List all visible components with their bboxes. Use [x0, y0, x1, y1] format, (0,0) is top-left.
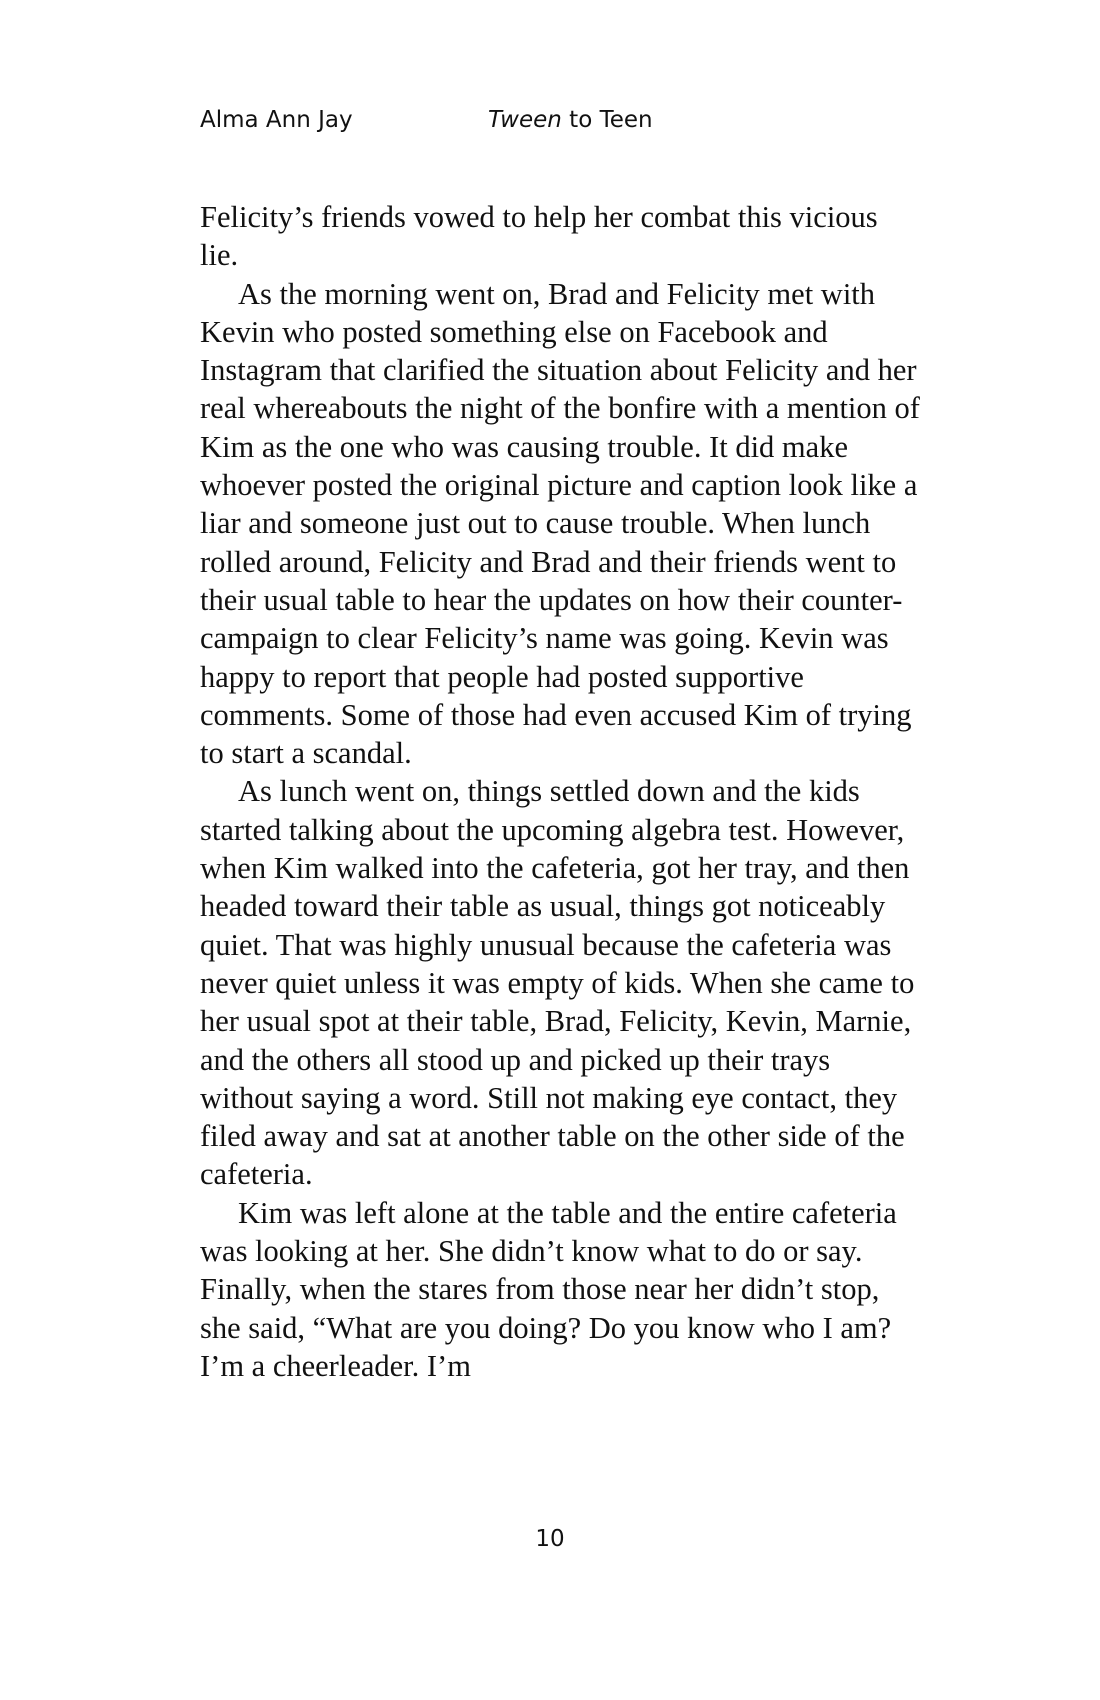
page-number: 10	[535, 1526, 565, 1552]
header-author: Alma Ann Jay	[200, 107, 353, 133]
body-text	[200, 198, 920, 1385]
paragraph-4: Kim was left alone at the table and the entire cafeteria was looking at her. She didn’t know what to do or say. Finally, when the stares from those near her didn’t stop, she said, “What are you doing? Do you know who I am? I’m a cheerleader. I’m	[200, 1195, 897, 1383]
header-title-italic: Tween	[488, 107, 562, 133]
paragraph-1: Felicity’s friends vowed to help her combat this vicious lie.	[200, 200, 878, 273]
header-book-title	[488, 103, 653, 137]
header-title-rest: to Teen	[561, 107, 653, 133]
paragraph-2: As the morning went on, Brad and Felicity met with Kevin who posted something else on Facebook and Instagram that clarified the situation about Felicity and her real whereabouts the night of the bonfire with a mention of Kim as the one who was causing trouble. It did make whoever posted the original picture and caption look like a liar and someone just out to cause trouble. When lunch rolled around, Felicity and Brad and their friends went to their usual table to hear the updates on how their counter-campaign to clear Felicity’s name was going. Kevin was happy to report that people had posted supportive comments. Some of those had even accused Kim of trying to start a scandal.	[200, 276, 920, 771]
paragraph-3: As lunch went on, things settled down and the kids started talking about the upcoming algebra test. However, when Kim walked into the cafeteria, got her tray, and then headed toward their table as usual, things got noticeably quiet. That was highly unusual because the cafeteria was never quiet unless it was empty of kids. When she came to her usual spot at their table, Brad, Felicity, Kevin, Marnie, and the others all stood up and picked up their trays without saying a word. Still not making eye contact, they filed away and sat at another table on the other side of the cafeteria.	[200, 774, 915, 1192]
